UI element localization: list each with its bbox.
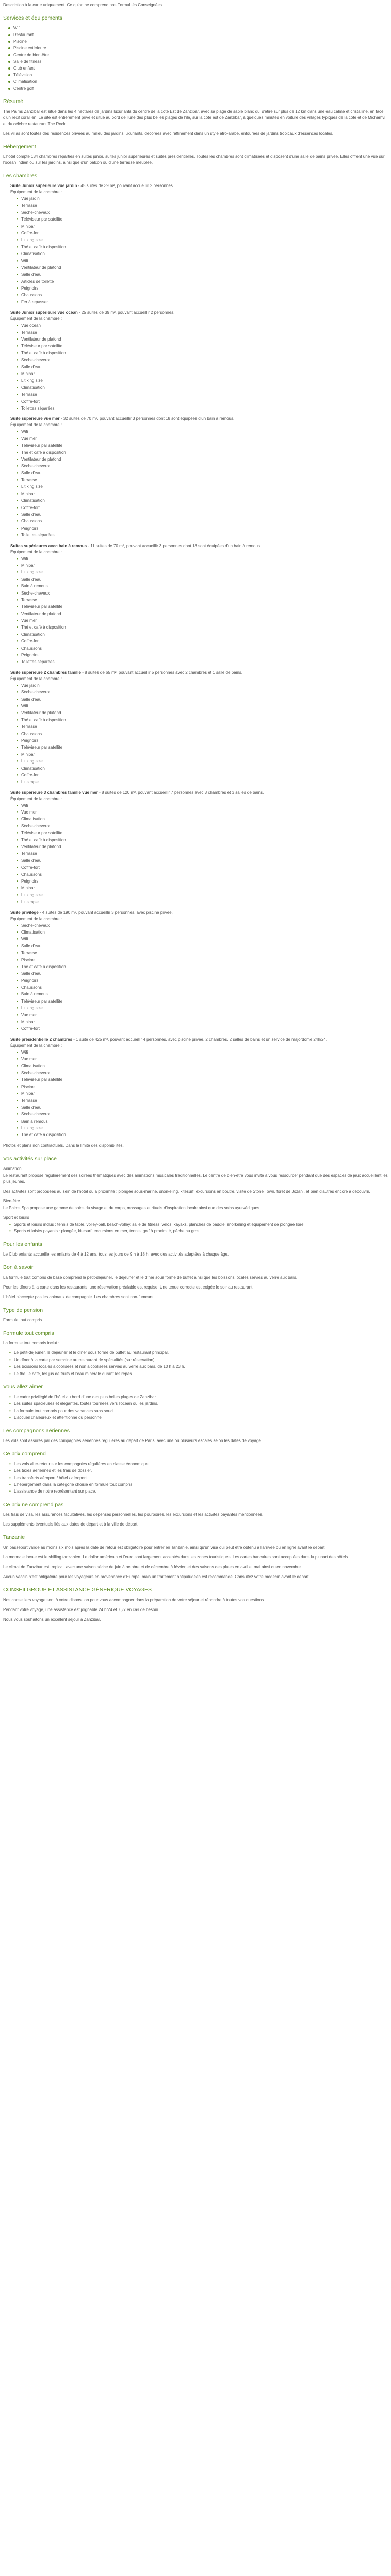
room-equipment-item: • Téléviseur par satellite bbox=[17, 343, 388, 349]
room-equipment-item: • Lit king size bbox=[17, 237, 388, 243]
room-name: Suite Junior supérieure vue océan bbox=[10, 310, 78, 315]
sport-list bbox=[3, 1222, 388, 1235]
room-equipment-list bbox=[10, 429, 388, 538]
room-equipment-item: • Thé et café à disposition bbox=[17, 1132, 388, 1138]
room-equipment-item: • Chaussons bbox=[17, 985, 388, 991]
prix-comprend-item: • Les transferts aéroport / hôtel / aéroport. bbox=[9, 1475, 388, 1481]
room-equipment-item: • Terrasse bbox=[17, 392, 388, 398]
room-equipment-item: • Lit king size bbox=[17, 484, 388, 490]
assistance-paragraph: Nos conseillers voyage sont à votre disposition pour vous accompagner dans la préparation de votre séjour et répondre à toutes vos questions. bbox=[3, 1597, 265, 1602]
room-block bbox=[10, 310, 388, 412]
rooms-list bbox=[3, 183, 388, 1139]
prix-comprend-title: Ce prix comprend bbox=[3, 1451, 46, 1458]
room-equipment-item: • Minibar bbox=[17, 491, 388, 497]
prix-comprend-item: • Les taxes aériennes et les frais de dossier. bbox=[9, 1468, 388, 1474]
service-item: Piscine bbox=[8, 39, 388, 45]
room-equipment-item: • Téléviseur par satellite bbox=[17, 1077, 388, 1083]
room-equipment-item: • Piscine bbox=[17, 1084, 388, 1090]
room-equipment-item: • Chaussons bbox=[17, 518, 388, 524]
room-equipment-item: • Coffre-fort bbox=[17, 865, 388, 871]
room-equipment-item: • Sèche-cheveux bbox=[17, 689, 388, 696]
activites-title: Vos activités sur place bbox=[3, 1155, 57, 1162]
room-equipment-item: • Thé et café à disposition bbox=[17, 244, 388, 250]
room-equipment-item: • Sèche-cheveux bbox=[17, 210, 388, 216]
tanzanie-paragraph: Un passeport valide au moins six mois après la date de retour est obligatoire pour entrer en Tanzanie, ainsi qu'un visa qui peut être obtenu à l'arrivée ou en ligne avant le départ. bbox=[3, 1545, 326, 1550]
intro-text: Description à la carte uniquement. Ce qu'on ne comprend pas Formalités Conseignées bbox=[3, 3, 162, 7]
room-equipment-item: • Peignoirs bbox=[17, 526, 388, 532]
room-block bbox=[10, 416, 388, 538]
prix-ne-comprend-title: Ce prix ne comprend pas bbox=[3, 1501, 64, 1508]
pension-paragraph: Formule tout compris. bbox=[3, 1317, 43, 1323]
room-equipment-list bbox=[10, 1049, 388, 1139]
room-name: Suite supérieure 3 chambres famille vue mer bbox=[10, 790, 98, 795]
room-equipment-item: • Salle d'eau bbox=[17, 971, 388, 977]
prix-comprend-item: • Les vols aller-retour sur les compagnies régulières en classe économique. bbox=[9, 1461, 388, 1467]
room-description bbox=[10, 183, 388, 189]
room-equipment-item: • Lit simple bbox=[17, 899, 388, 905]
voyage-list bbox=[3, 1394, 388, 1421]
room-equipment-item: • Wifi bbox=[17, 803, 388, 809]
animation-paragraph: Des activités sont proposées au sein de l'hôtel ou à proximité : plongée sous-marine, snorkeling, kitesurf, excursions en boutre, visite de Stone Town, forêt de Jozani, et bien d'autres encore à découvrir. bbox=[3, 1189, 370, 1194]
room-equipment-label: Équipement de la chambre : bbox=[10, 190, 62, 194]
room-equipment-item: • Minibar bbox=[17, 752, 388, 758]
voyage-item: • L'accueil chaleureux et attentionné du personnel. bbox=[9, 1415, 388, 1421]
voyage-item: • Le cadre privilégié de l'hôtel au bord d'une des plus belles plages de Zanzibar. bbox=[9, 1394, 388, 1400]
voyage-item: • La formule tout compris pour des vacances sans souci. bbox=[9, 1408, 388, 1414]
room-equipment-list bbox=[10, 323, 388, 412]
room-equipment-item: • Téléviseur par satellite bbox=[17, 216, 388, 223]
room-block bbox=[10, 910, 388, 1032]
room-description bbox=[10, 1037, 388, 1043]
room-equipment-label: Équipement de la chambre : bbox=[10, 676, 62, 681]
room-equipment-item: • Vue mer bbox=[17, 1056, 388, 1062]
room-equipment-item: • Sèche-cheveux bbox=[17, 463, 388, 469]
room-equipment-item: • Coffre-fort bbox=[17, 1026, 388, 1032]
room-equipment-item: • Chaussons bbox=[17, 731, 388, 737]
prix-comprend-item: • L'hébergement dans la catégorie choisie en formule tout compris. bbox=[9, 1482, 388, 1488]
room-equipment-item: • Bain à remous bbox=[17, 1118, 388, 1125]
service-item: Centre golf bbox=[8, 86, 388, 92]
room-desc-text: - 8 suites de 120 m², pouvant accueillir 7 personnes avec 3 chambres et 3 salles de bains. bbox=[99, 790, 264, 795]
room-equipment-item: • Thé et café à disposition bbox=[17, 350, 388, 357]
room-equipment-item: • Wifi bbox=[17, 703, 388, 709]
room-equipment-item: • Coffre-fort bbox=[17, 505, 388, 511]
room-equipment-item: • Vue mer bbox=[17, 809, 388, 816]
room-equipment-item: • Piscine bbox=[17, 957, 388, 963]
formule-item: • Un dîner à la carte par semaine au restaurant de spécialités (sur réservation). bbox=[9, 1357, 388, 1363]
animation-subtitle: Animation bbox=[3, 1166, 22, 1171]
room-name: Suite supérieure vue mer bbox=[10, 416, 60, 421]
asavoir-title: Bon à savoir bbox=[3, 1264, 34, 1271]
tanzanie-title: Tanzanie bbox=[3, 1534, 25, 1541]
room-equipment-item: • Wifi bbox=[17, 936, 388, 942]
room-equipment-item: • Salle d'eau bbox=[17, 1105, 388, 1111]
room-equipment-item: • Chaussons bbox=[17, 872, 388, 878]
sport-subtitle: Sport et loisirs bbox=[3, 1215, 29, 1220]
tanzanie-paragraph: La monnaie locale est le shilling tanzanien. Le dollar américain et l'euro sont largement acceptés dans les zones touristiques. Les cartes bancaires sont acceptées dans la plupart des hôtels. bbox=[3, 1555, 349, 1560]
room-equipment-label: Équipement de la chambre : bbox=[10, 796, 62, 801]
room-equipment-item: • Coffre-fort bbox=[17, 772, 388, 778]
room-equipment-item: • Toilettes séparées bbox=[17, 405, 388, 412]
compagnies-paragraph: Les vols sont assurés par des compagnies aériennes régulières au départ de Paris, avec une ou plusieurs escales selon les dates de voyage. bbox=[3, 1438, 263, 1444]
room-desc-text: - 45 suites de 39 m², pouvant accueillir 2 personnes. bbox=[78, 183, 174, 188]
room-block bbox=[10, 543, 388, 666]
room-equipment-item: • Climatisation bbox=[17, 766, 388, 772]
assistance-paragraph: Pendant votre voyage, une assistance est joignable 24 h/24 et 7 j/7 en cas de besoin. bbox=[3, 1607, 159, 1612]
room-equipment-item: • Lit king size bbox=[17, 1125, 388, 1131]
pension-title: Type de pension bbox=[3, 1307, 43, 1313]
room-block bbox=[10, 670, 388, 786]
room-equipment-item: • Ventilateur de plafond bbox=[17, 336, 388, 343]
service-item: Télévision bbox=[8, 72, 388, 78]
room-equipment-item: • Ventilateur de plafond bbox=[17, 844, 388, 850]
room-desc-text: - 32 suites de 70 m², pouvant accueillir 3 personnes dont 18 sont équipées d'un bain à remous. bbox=[60, 416, 235, 421]
asavoir-paragraph: L'hôtel n'accepte pas les animaux de compagnie. Les chambres sont non-fumeurs. bbox=[3, 1294, 155, 1299]
room-equipment-item: • Lit king size bbox=[17, 758, 388, 765]
rooms-disclaimer: Photos et plans non contractuels. Dans la limite des disponibilités. bbox=[3, 1143, 124, 1148]
prix-ne-comprend-paragraph: Les suppléments éventuels liés aux dates de départ et à la ville de départ. bbox=[3, 1522, 139, 1527]
room-description bbox=[10, 543, 388, 549]
room-equipment-label: Équipement de la chambre : bbox=[10, 422, 62, 428]
room-description bbox=[10, 670, 388, 676]
room-equipment-item: • Vue océan bbox=[17, 323, 388, 329]
resume-paragraph: The Palms Zanzibar est situé dans les 4 hectares de jardins luxuriants du centre de la côte Est de Zanzibar, avec sa plage de sable blanc qui s'étire sur plus de 12 km dans une eau calme et cristalline, en face d'un récif corallien. Le site est entièrement privé et situé au bord de l'une des plus belles plages de l'île, sur la côte est de Zanzibar, à quelques minutes en voiture des villages typiques de la côte et de Michamvi et du célèbre restaurant The Rock. bbox=[3, 109, 386, 126]
room-equipment-item: • Climatisation bbox=[17, 632, 388, 638]
animation-paragraph: Le restaurant propose régulièrement des soirées thématiques avec des animations musicales traditionnelles. Le centre de bien-être vous invite à vous ressourcer pendant que des espaces de jeux accueillent les plus jeunes. bbox=[3, 1173, 388, 1184]
room-description bbox=[10, 790, 388, 796]
sport-item: • Sports et loisirs payants : plongée, kitesurf, excursions en mer, tennis, golf à proximité, pêche au gros. bbox=[9, 1228, 388, 1234]
assistance-title: CONSEILGROUP ET ASSISTANCE GÉNÉRIQUE VOYAGES bbox=[3, 1587, 152, 1594]
formule-paragraph: La formule tout compris inclut : bbox=[3, 1341, 59, 1346]
room-equipment-item: • Climatisation bbox=[17, 816, 388, 822]
room-equipment-item: • Thé et café à disposition bbox=[17, 964, 388, 970]
room-equipment-item: • Peignoirs bbox=[17, 878, 388, 885]
voyage-title: Vous allez aimer bbox=[3, 1383, 43, 1390]
room-equipment-item: • Minibar bbox=[17, 885, 388, 891]
room-description bbox=[10, 310, 388, 316]
room-equipment-item: • Climatisation bbox=[17, 1063, 388, 1070]
room-equipment-item: • Climatisation bbox=[17, 385, 388, 391]
room-equipment-label: Équipement de la chambre : bbox=[10, 916, 62, 921]
room-name: Suite supérieure 2 chambres famille bbox=[10, 670, 81, 675]
room-equipment-item: • Thé et café à disposition bbox=[17, 624, 388, 631]
room-equipment-item: • Sèche-cheveux bbox=[17, 823, 388, 829]
room-equipment-item: • Vue jardin bbox=[17, 683, 388, 689]
service-item: Wifi bbox=[8, 25, 388, 31]
resume-paragraph: Les villas sont toutes des résidences privées au milieu des jardins luxuriants, décorées avec raffinement dans un style afro-arabe, entourées de jardins tropicaux d'essences locales. bbox=[3, 131, 333, 136]
room-equipment-item: • Vue mer bbox=[17, 436, 388, 442]
room-equipment-item: • Sèche-cheveux bbox=[17, 357, 388, 363]
room-equipment-item: • Vue mer bbox=[17, 618, 388, 624]
service-item: Salle de fitness bbox=[8, 59, 388, 65]
formule-list bbox=[3, 1350, 388, 1377]
formule-item: • Le petit-déjeuner, le déjeuner et le dîner sous forme de buffet au restaurant principal. bbox=[9, 1350, 388, 1356]
room-equipment-item: • Ventilateur de plafond bbox=[17, 710, 388, 716]
room-desc-text: - 25 suites de 39 m², pouvant accueillir 2 personnes. bbox=[78, 310, 175, 315]
room-desc-text: - 4 suites de 190 m², pouvant accueillir 3 personnes, avec piscine privée. bbox=[39, 910, 173, 915]
room-equipment-item: • Téléviseur par satellite bbox=[17, 830, 388, 836]
room-equipment-item: • Peignoirs bbox=[17, 285, 388, 292]
room-equipment-item: • Minibar bbox=[17, 563, 388, 569]
room-equipment-item: • Salle d'eau bbox=[17, 858, 388, 864]
room-equipment-item: • Toilettes séparées bbox=[17, 659, 388, 665]
room-block bbox=[10, 183, 388, 306]
room-equipment-item: • Lit king size bbox=[17, 892, 388, 899]
room-equipment-item: • Téléviseur par satellite bbox=[17, 744, 388, 751]
room-equipment-item: • Coffre-fort bbox=[17, 399, 388, 405]
room-equipment-item: • Chaussons bbox=[17, 646, 388, 652]
room-equipment-item: • Sèche-cheveux bbox=[17, 1070, 388, 1076]
room-equipment-list bbox=[10, 803, 388, 906]
enfants-title: Pour les enfants bbox=[3, 1241, 42, 1248]
room-equipment-item: • Climatisation bbox=[17, 251, 388, 257]
room-equipment-item: • Climatisation bbox=[17, 498, 388, 504]
room-equipment-item: • Terrasse bbox=[17, 1098, 388, 1104]
room-equipment-item: • Ventilateur de plafond bbox=[17, 611, 388, 617]
room-equipment-item: • Salle d'eau bbox=[17, 272, 388, 278]
room-equipment-item: • Vue jardin bbox=[17, 196, 388, 202]
room-desc-text: - 11 suites de 70 m², pouvant accueillir 3 personnes dont 18 sont équipées d'un bain à remous. bbox=[88, 543, 262, 548]
bienetre-subtitle: Bien-être bbox=[3, 1198, 20, 1204]
sport-item: • Sports et loisirs inclus : tennis de table, volley-ball, beach-volley, salle de fitness, vélos, kayaks, planches de paddle, snorkeling et équipement de plongée libre. bbox=[9, 1222, 388, 1228]
room-equipment-item: • Terrasse bbox=[17, 330, 388, 336]
room-equipment-item: • Salle d'eau bbox=[17, 364, 388, 370]
room-equipment-label: Équipement de la chambre : bbox=[10, 316, 62, 321]
room-equipment-item: • Peignoirs bbox=[17, 738, 388, 744]
room-equipment-item: • Salle d'eau bbox=[17, 512, 388, 518]
room-equipment-item: • Terrasse bbox=[17, 202, 388, 209]
room-equipment-list bbox=[10, 683, 388, 786]
room-equipment-item: • Coffre-fort bbox=[17, 638, 388, 645]
room-equipment-item: • Ventilateur de plafond bbox=[17, 265, 388, 271]
room-equipment-item: • Thé et café à disposition bbox=[17, 450, 388, 456]
room-name: Suites supérieures avec bain à remous bbox=[10, 543, 87, 548]
room-equipment-item: • Salle d'eau bbox=[17, 697, 388, 703]
room-equipment-item: • Lit king size bbox=[17, 378, 388, 384]
room-block bbox=[10, 1037, 388, 1139]
room-equipment-item: • Coffre-fort bbox=[17, 230, 388, 236]
room-name: Suite présidentielle 2 chambres bbox=[10, 1037, 73, 1042]
room-equipment-item: • Thé et café à disposition bbox=[17, 717, 388, 723]
room-equipment-item: • Toilettes séparées bbox=[17, 532, 388, 538]
room-equipment-item: • Lit simple bbox=[17, 779, 388, 785]
room-equipment-item: • Fer à repasser bbox=[17, 299, 388, 306]
room-equipment-item: • Lit king size bbox=[17, 569, 388, 575]
formule-item: • Le thé, le café, les jus de fruits et l'eau minérale durant les repas. bbox=[9, 1371, 388, 1377]
hebergement-paragraph: L'hôtel compte 134 chambres réparties en suites junior, suites junior supérieures et suites présidentielles. Toutes les chambres sont climatisées et disposent d'une salle de bains privée. Elles offrent une vue sur l'océan Indien ou sur les jardins, ainsi que d'un balcon ou d'une terrasse meublée. bbox=[3, 154, 385, 165]
room-equipment-item: • Wifi bbox=[17, 556, 388, 562]
room-equipment-item: • Minibar bbox=[17, 371, 388, 377]
asavoir-paragraph: La formule tout compris de base comprend le petit-déjeuner, le déjeuner et le dîner sous forme de buffet ainsi que les boissons locales servies au verre aux bars. bbox=[3, 1275, 297, 1280]
enfants-paragraph: Le Club enfants accueille les enfants de 4 à 12 ans, tous les jours de 9 h à 18 h, avec des activités adaptées à chaque âge. bbox=[3, 1252, 229, 1257]
room-equipment-item: • Sèche-cheveux bbox=[17, 1111, 388, 1117]
room-equipment-item: • Salle d'eau bbox=[17, 577, 388, 583]
room-desc-text: - 8 suites de 65 m², pouvant accueillir 5 personnes avec 2 chambres et 1 salle de bains. bbox=[82, 670, 243, 675]
room-name: Suite Junior supérieure vue jardin bbox=[10, 183, 77, 188]
room-equipment-item: • Chaussons bbox=[17, 292, 388, 298]
room-equipment-item: • Minibar bbox=[17, 1091, 388, 1097]
room-equipment-item: • Sèche-cheveux bbox=[17, 923, 388, 929]
room-equipment-item: • Climatisation bbox=[17, 929, 388, 936]
tanzanie-paragraph: Aucun vaccin n'est obligatoire pour les voyageurs en provenance d'Europe, mais un traitement antipaludéen est recommandé. Consultez votre médecin avant le départ. bbox=[3, 1574, 310, 1580]
tanzanie-paragraph: Le climat de Zanzibar est tropical, avec une saison sèche de juin à octobre et de décembre à février, et des saisons des pluies en avril et mai ainsi qu'en novembre. bbox=[3, 1565, 302, 1570]
services-list bbox=[3, 25, 388, 92]
prix-ne-comprend-paragraph: Les frais de visa, les assurances facultatives, les dépenses personnelles, les pourboires, les excursions et les activités payantes mentionnées. bbox=[3, 1512, 264, 1517]
room-equipment-item: • Terrasse bbox=[17, 597, 388, 603]
room-equipment-item: • Wifi bbox=[17, 258, 388, 264]
voyage-item: • Les suites spacieuses et élégantes, toutes tournées vers l'océan ou les jardins. bbox=[9, 1401, 388, 1407]
room-equipment-item: • Bain à remous bbox=[17, 583, 388, 589]
room-equipment-item: • Thé et café à disposition bbox=[17, 837, 388, 843]
service-item: Centre de bien-être bbox=[8, 52, 388, 58]
room-equipment-item: • Minibar bbox=[17, 1019, 388, 1025]
formule-title: Formule tout compris bbox=[3, 1330, 54, 1336]
room-equipment-list bbox=[10, 923, 388, 1032]
service-item: Club enfant bbox=[8, 65, 388, 72]
room-equipment-item: • Vue mer bbox=[17, 1012, 388, 1019]
room-equipment-item: • Téléviseur par satellite bbox=[17, 443, 388, 449]
asavoir-paragraph: Pour les dîners à la carte dans les restaurants, une réservation préalable est requise. Une tenue correcte est exigée le soir au restaurant. bbox=[3, 1284, 254, 1290]
hebergement-title: Hébergement bbox=[3, 143, 36, 150]
room-equipment-item: • Peignoirs bbox=[17, 652, 388, 658]
room-desc-text: - 1 suite de 425 m², pouvant accueillir 4 personnes, avec piscine privée, 2 chambres, 2 salles de bains et un service de majordome 24h/24. bbox=[73, 1037, 328, 1042]
room-equipment-list bbox=[10, 196, 388, 306]
resume-title: Résumé bbox=[3, 98, 24, 105]
room-equipment-item: • Terrasse bbox=[17, 851, 388, 857]
room-equipment-item: • Wifi bbox=[17, 1049, 388, 1056]
prix-comprend-list bbox=[3, 1461, 388, 1495]
chambres-title: Les chambres bbox=[3, 173, 37, 179]
room-equipment-label: Équipement de la chambre : bbox=[10, 549, 62, 554]
room-equipment-item: • Lit king size bbox=[17, 1005, 388, 1011]
room-equipment-label: Équipement de la chambre : bbox=[10, 1043, 62, 1048]
service-item: Restaurant bbox=[8, 32, 388, 38]
room-description bbox=[10, 910, 388, 916]
room-equipment-item: • Sèche-cheveux bbox=[17, 590, 388, 597]
services-title: Services et équipements bbox=[3, 15, 62, 21]
room-equipment-item: • Téléviseur par satellite bbox=[17, 604, 388, 610]
room-equipment-item: • Téléviseur par satellite bbox=[17, 998, 388, 1005]
room-equipment-item: • Terrasse bbox=[17, 477, 388, 483]
room-equipment-item: • Terrasse bbox=[17, 724, 388, 730]
prix-comprend-item: • L'assistance de notre représentant sur place. bbox=[9, 1488, 388, 1495]
room-block bbox=[10, 790, 388, 906]
room-equipment-item: • Bain à remous bbox=[17, 991, 388, 997]
room-equipment-item: • Articles de toilette bbox=[17, 279, 388, 285]
room-equipment-item: • Peignoirs bbox=[17, 978, 388, 984]
formule-item: • Les boissons locales alcoolisées et non alcoolisées servies au verre aux bars, de 10 h à 23 h. bbox=[9, 1364, 388, 1370]
room-description bbox=[10, 416, 388, 422]
room-name: Suite privilège bbox=[10, 910, 39, 915]
room-equipment-item: • Salle d'eau bbox=[17, 470, 388, 477]
assistance-paragraph: Nous vous souhaitons un excellent séjour à Zanzibar. bbox=[3, 1617, 101, 1622]
service-item: Piscine extérieure bbox=[8, 45, 388, 52]
compagnies-title: Les compagnons aériennes bbox=[3, 1428, 70, 1434]
room-equipment-item: • Minibar bbox=[17, 224, 388, 230]
room-equipment-item: • Wifi bbox=[17, 429, 388, 435]
service-item: Climatisation bbox=[8, 79, 388, 85]
bienetre-paragraph: Le Palms Spa propose une gamme de soins du visage et du corps, massages et rituels d'inspiration locale ainsi que des soins ayurvédiques. bbox=[3, 1205, 261, 1210]
room-equipment-item: • Ventilateur de plafond bbox=[17, 456, 388, 463]
room-equipment-item: • Salle d'eau bbox=[17, 943, 388, 950]
room-equipment-item: • Terrasse bbox=[17, 950, 388, 956]
room-equipment-list bbox=[10, 556, 388, 666]
